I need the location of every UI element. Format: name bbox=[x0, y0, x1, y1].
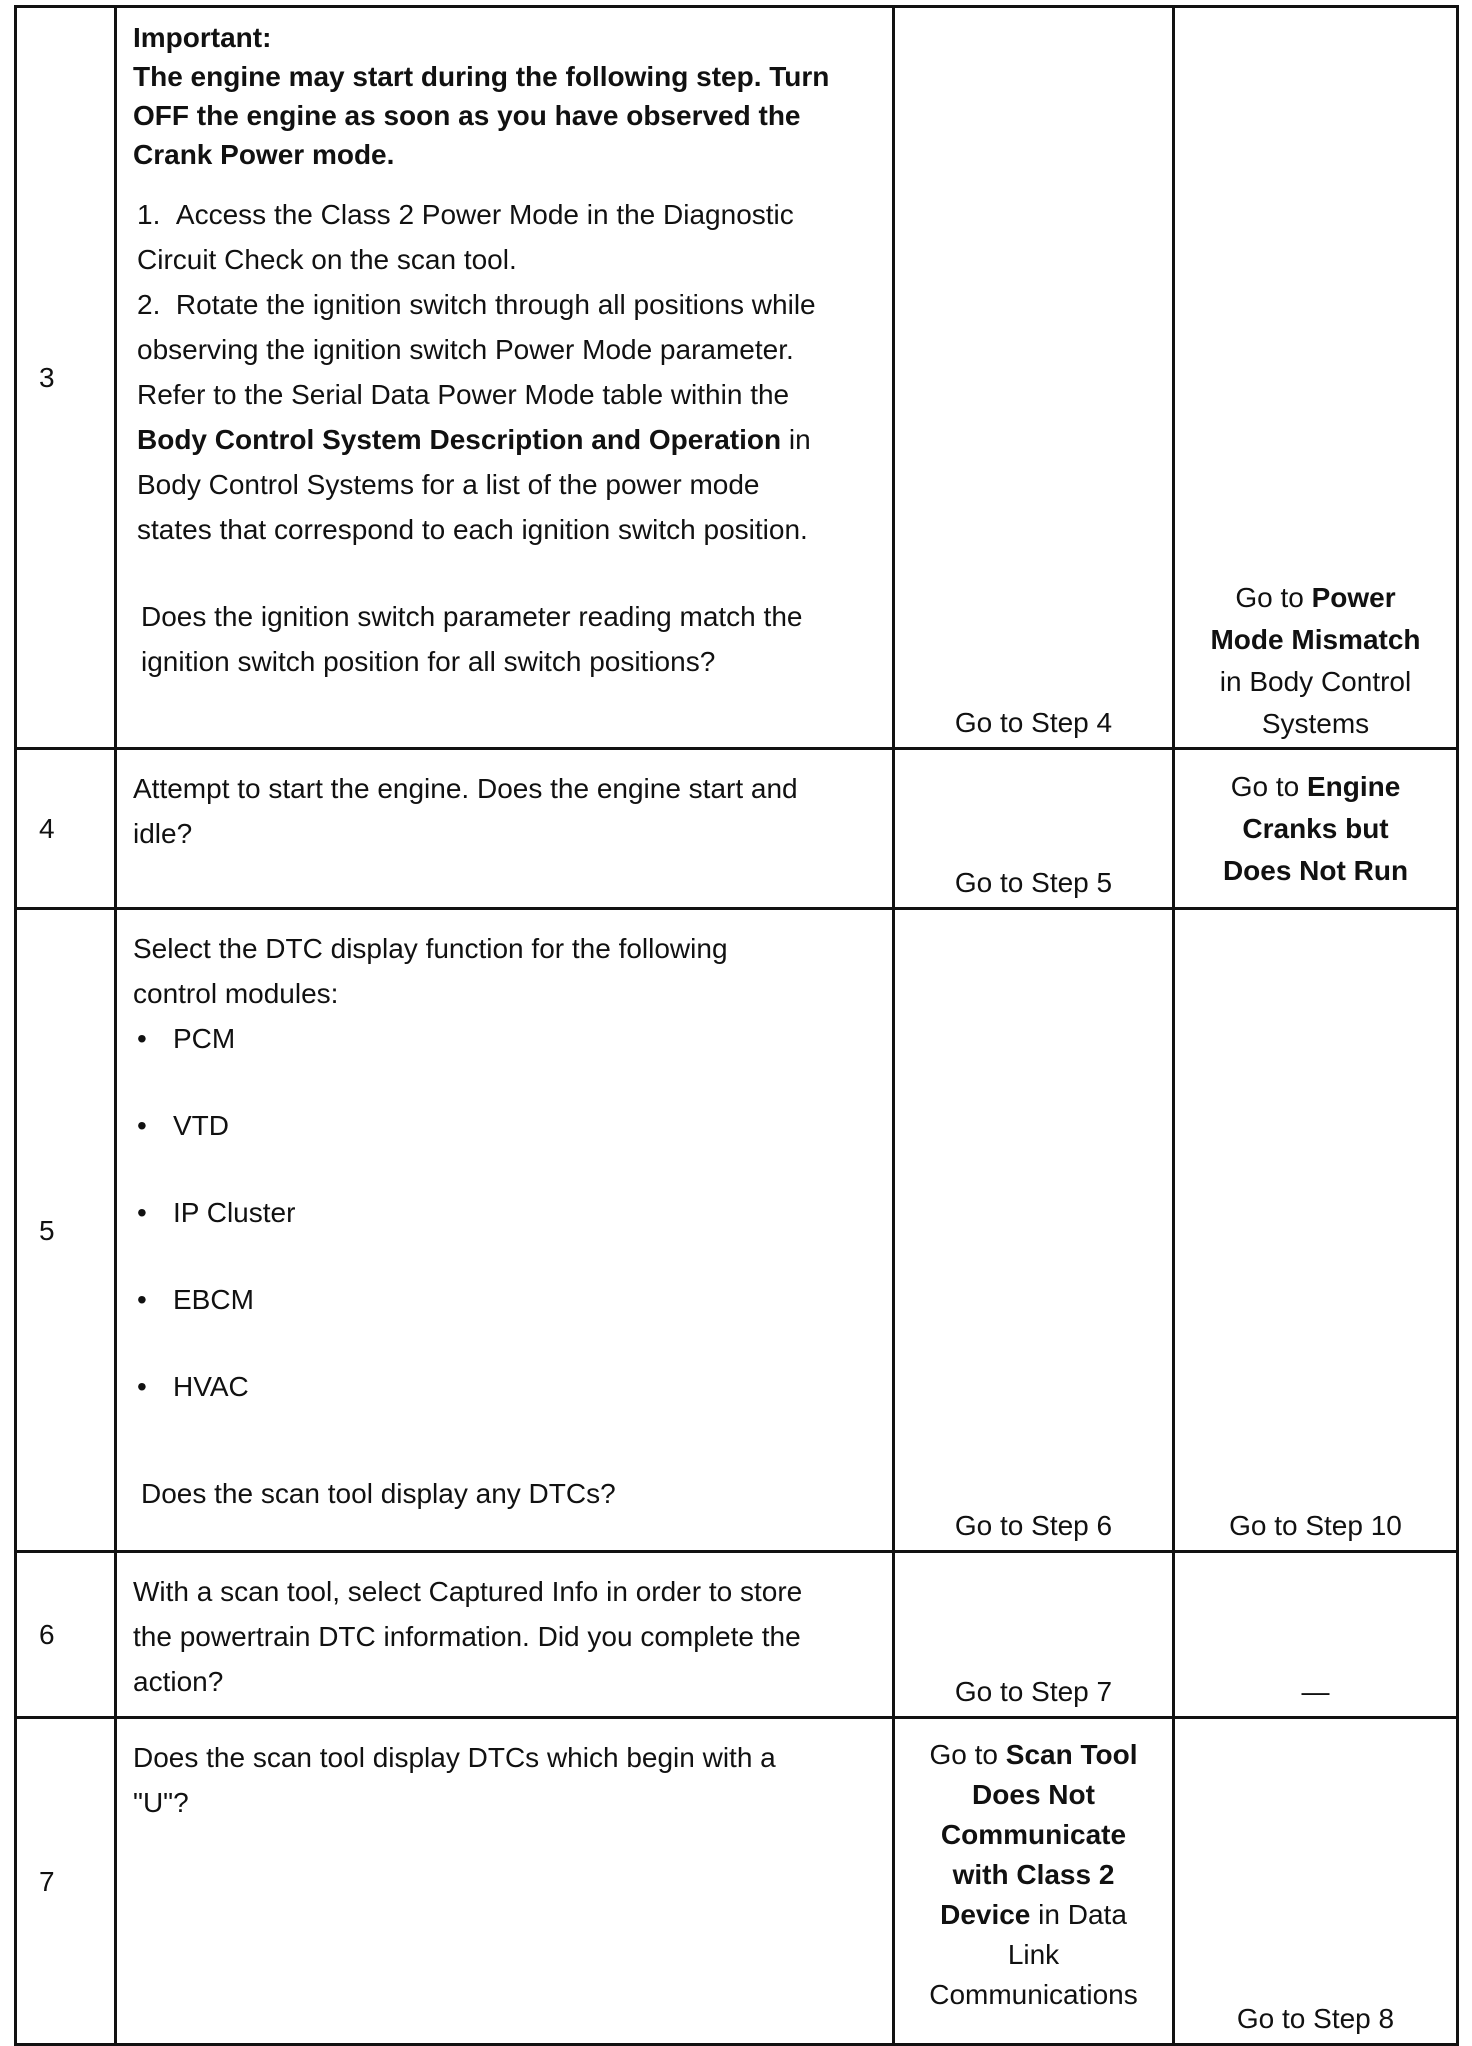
question-text: Does the scan tool display any DTCs? bbox=[141, 1478, 616, 1509]
list-item: • EBCM bbox=[137, 1284, 254, 1315]
diagnostic-table bbox=[14, 5, 1459, 2046]
no-result: Go to Step 8 bbox=[1174, 1718, 1458, 2045]
yes-result: Go to Step 6 bbox=[894, 909, 1174, 1552]
no-result: Go to Power Mode Mismatch in Body Control Systems bbox=[1174, 7, 1458, 749]
table-row bbox=[16, 749, 1458, 909]
yes-result: Go to Step 4 bbox=[894, 7, 1174, 749]
question-text: Does the scan tool display DTCs which begin with a "U"? bbox=[133, 1742, 776, 1818]
question-text: Does the ignition switch parameter reading match the ignition switch position for all switch positions? bbox=[141, 601, 803, 677]
step-number: 6 bbox=[16, 1552, 116, 1718]
reference-link-text: Body Control System Description and Operation bbox=[137, 424, 782, 455]
important-label: Important: bbox=[133, 22, 272, 53]
table-row bbox=[16, 909, 1458, 1552]
yes-result: Go to Scan Tool Does Not Communicate with Class 2 Device in Data Link Communications bbox=[894, 1718, 1174, 2045]
table-row bbox=[16, 1718, 1458, 2045]
step-number: 5 bbox=[16, 909, 116, 1552]
action-intro: Select the DTC display function for the following control modules: bbox=[133, 933, 728, 1009]
step-number: 3 bbox=[16, 7, 116, 749]
action-cell bbox=[116, 1552, 894, 1718]
action-cell bbox=[116, 1718, 894, 2045]
table-row bbox=[16, 1552, 1458, 1718]
list-item: 2. Rotate the ignition switch through all positions while observing the ignition switch Power Mode parameter. Refer to the Serial Data Power Mode table within the Body Control System Description and Operation in Body Control Systems for a list of the power mode states that correspond to each ignition switch position. bbox=[137, 289, 816, 545]
list-item: • PCM bbox=[137, 1023, 236, 1054]
important-text: The engine may start during the following step. Turn OFF the engine as soon as you have observed the Crank Power mode. bbox=[133, 61, 830, 170]
step-number: 4 bbox=[16, 749, 116, 909]
step-number: 7 bbox=[16, 1718, 116, 2045]
important-note bbox=[133, 18, 892, 174]
module-list bbox=[133, 1016, 892, 1409]
table-row bbox=[16, 7, 1458, 749]
no-result: Go to Step 10 bbox=[1174, 909, 1458, 1552]
no-result: — bbox=[1174, 1552, 1458, 1718]
question-text: With a scan tool, select Captured Info in order to store the powertrain DTC information. Did you complete the action? bbox=[133, 1576, 803, 1697]
list-item: 1. Access the Class 2 Power Mode in the Diagnostic Circuit Check on the scan tool. bbox=[137, 199, 794, 275]
yes-result: Go to Step 7 bbox=[894, 1552, 1174, 1718]
action-cell bbox=[116, 749, 894, 909]
list-item: • VTD bbox=[137, 1110, 229, 1141]
list-item: • IP Cluster bbox=[137, 1197, 296, 1228]
question-text: Attempt to start the engine. Does the engine start and idle? bbox=[133, 773, 798, 849]
no-result: Go to Engine Cranks but Does Not Run bbox=[1174, 749, 1458, 909]
yes-result: Go to Step 5 bbox=[894, 749, 1174, 909]
action-cell bbox=[116, 909, 894, 1552]
action-cell bbox=[116, 7, 894, 749]
list-item: • HVAC bbox=[137, 1371, 249, 1402]
